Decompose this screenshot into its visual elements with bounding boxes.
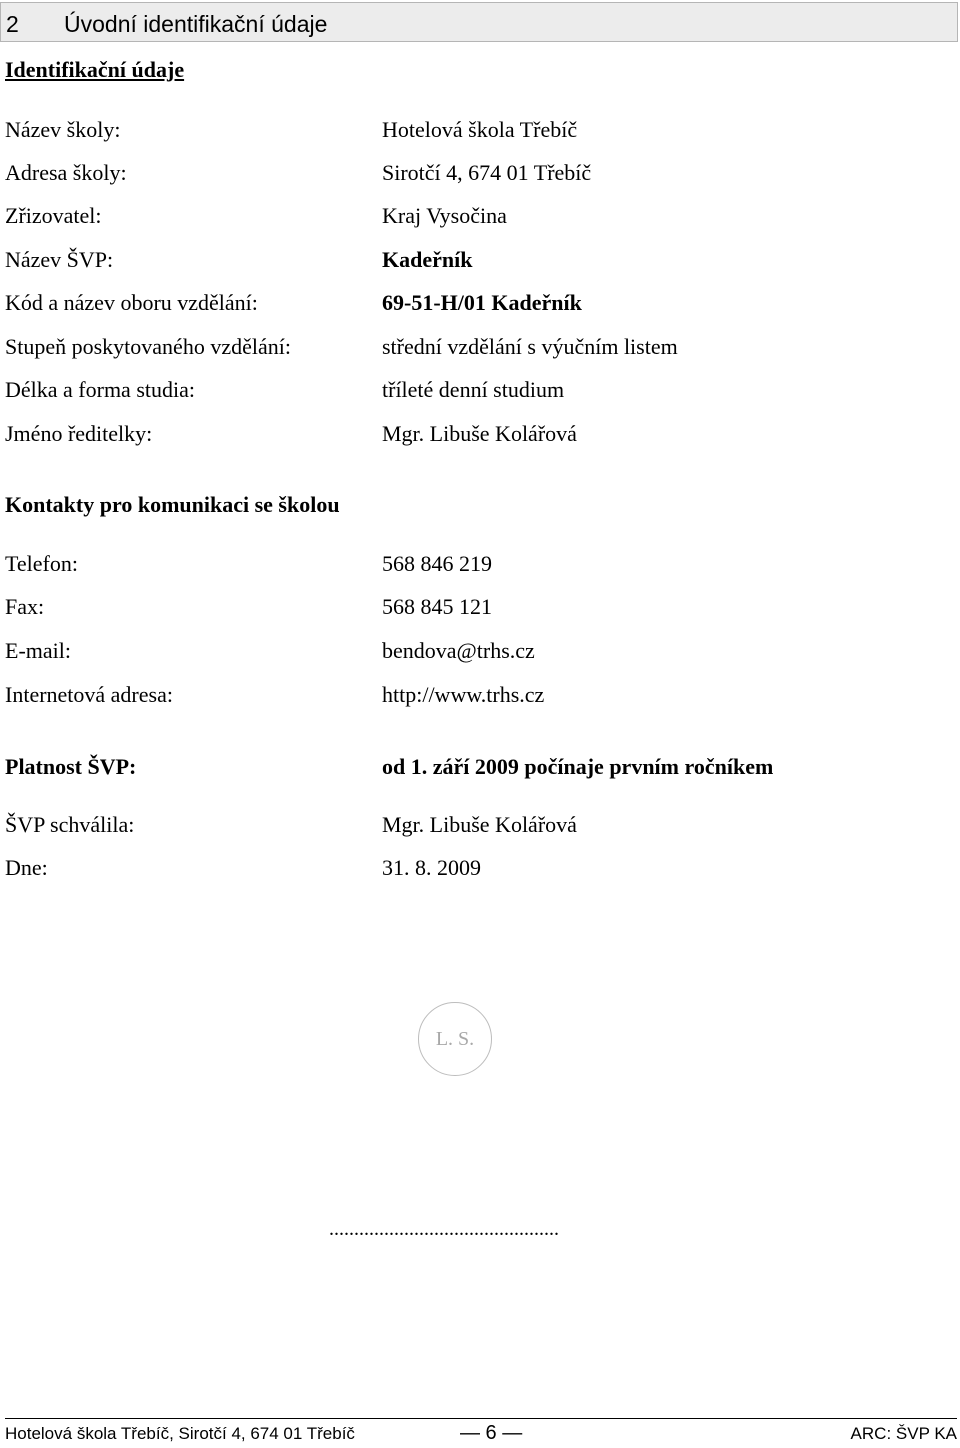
row-value: Sirotčí 4, 674 01 Třebíč bbox=[382, 160, 592, 185]
row-label: Jméno ředitelky: bbox=[5, 421, 153, 446]
validity-row bbox=[5, 754, 955, 784]
official-stamp bbox=[418, 1002, 492, 1076]
contact-row-website bbox=[5, 682, 955, 712]
row-value: Kadeřník bbox=[382, 247, 473, 272]
website-link[interactable]: http://www.trhs.cz bbox=[382, 682, 545, 707]
validity-value: od 1. září 2009 počínaje prvním ročníkem bbox=[382, 754, 774, 779]
row-label: Fax: bbox=[5, 594, 45, 619]
info-row-school-address bbox=[5, 160, 955, 190]
row-value: 69-51-H/01 Kadeřník bbox=[382, 290, 582, 315]
stamp-text: L. S. bbox=[435, 1027, 475, 1050]
chapter-number: 2 bbox=[6, 11, 19, 37]
info-row-field-code bbox=[5, 290, 955, 320]
approved-label: ŠVP schválila: bbox=[5, 812, 135, 837]
row-label: Stupeň poskytovaného vzdělání: bbox=[5, 334, 291, 359]
info-row-study-form bbox=[5, 377, 955, 407]
contact-row-phone bbox=[5, 551, 955, 581]
row-label: Název ŠVP: bbox=[5, 247, 114, 272]
info-row-education-level bbox=[5, 334, 955, 364]
row-value: Hotelová škola Třebíč bbox=[382, 117, 578, 142]
row-label: Délka a forma studia: bbox=[5, 377, 195, 402]
footer-divider bbox=[5, 1418, 957, 1419]
info-row-founder bbox=[5, 203, 955, 233]
signature-line: .............................................. bbox=[329, 1218, 559, 1240]
footer-document-code: ARC: ŠVP KA bbox=[850, 1424, 957, 1443]
date-row bbox=[5, 855, 955, 885]
info-row-director bbox=[5, 421, 955, 451]
row-label: Kód a název oboru vzdělání: bbox=[5, 290, 258, 315]
row-label: E-mail: bbox=[5, 638, 71, 663]
page-footer bbox=[5, 1424, 957, 1446]
approval-row bbox=[5, 812, 955, 842]
contact-row-email bbox=[5, 638, 955, 668]
validity-label: Platnost ŠVP: bbox=[5, 754, 137, 779]
row-value: 568 846 219 bbox=[382, 551, 492, 576]
row-label: Adresa školy: bbox=[5, 160, 127, 185]
info-row-svp-name bbox=[5, 247, 955, 277]
page-number: — 6 — bbox=[460, 1422, 523, 1444]
row-label: Internetová adresa: bbox=[5, 682, 173, 707]
row-value: Kraj Vysočina bbox=[382, 203, 507, 228]
info-row-school-name bbox=[5, 117, 955, 147]
chapter-header bbox=[0, 2, 958, 42]
contact-row-fax bbox=[5, 594, 955, 624]
row-label: Zřizovatel: bbox=[5, 203, 102, 228]
date-value: 31. 8. 2009 bbox=[382, 855, 481, 880]
footer-school-address: Hotelová škola Třebíč, Sirotčí 4, 674 01 Třebíč bbox=[5, 1424, 355, 1443]
row-value: tříleté denní studium bbox=[382, 377, 565, 402]
email-link[interactable]: bendova@trhs.cz bbox=[382, 638, 535, 663]
approved-value: Mgr. Libuše Kolářová bbox=[382, 812, 577, 837]
row-value: střední vzdělání s výučním listem bbox=[382, 334, 678, 359]
contacts-heading: Kontakty pro komunikaci se školou bbox=[5, 492, 340, 517]
row-label: Telefon: bbox=[5, 551, 78, 576]
chapter-title: Úvodní identifikační údaje bbox=[64, 11, 328, 37]
identification-heading: Identifikační údaje bbox=[5, 57, 185, 82]
date-label: Dne: bbox=[5, 855, 48, 880]
row-value: 568 845 121 bbox=[382, 594, 492, 619]
row-value: Mgr. Libuše Kolářová bbox=[382, 421, 577, 446]
row-label: Název školy: bbox=[5, 117, 121, 142]
